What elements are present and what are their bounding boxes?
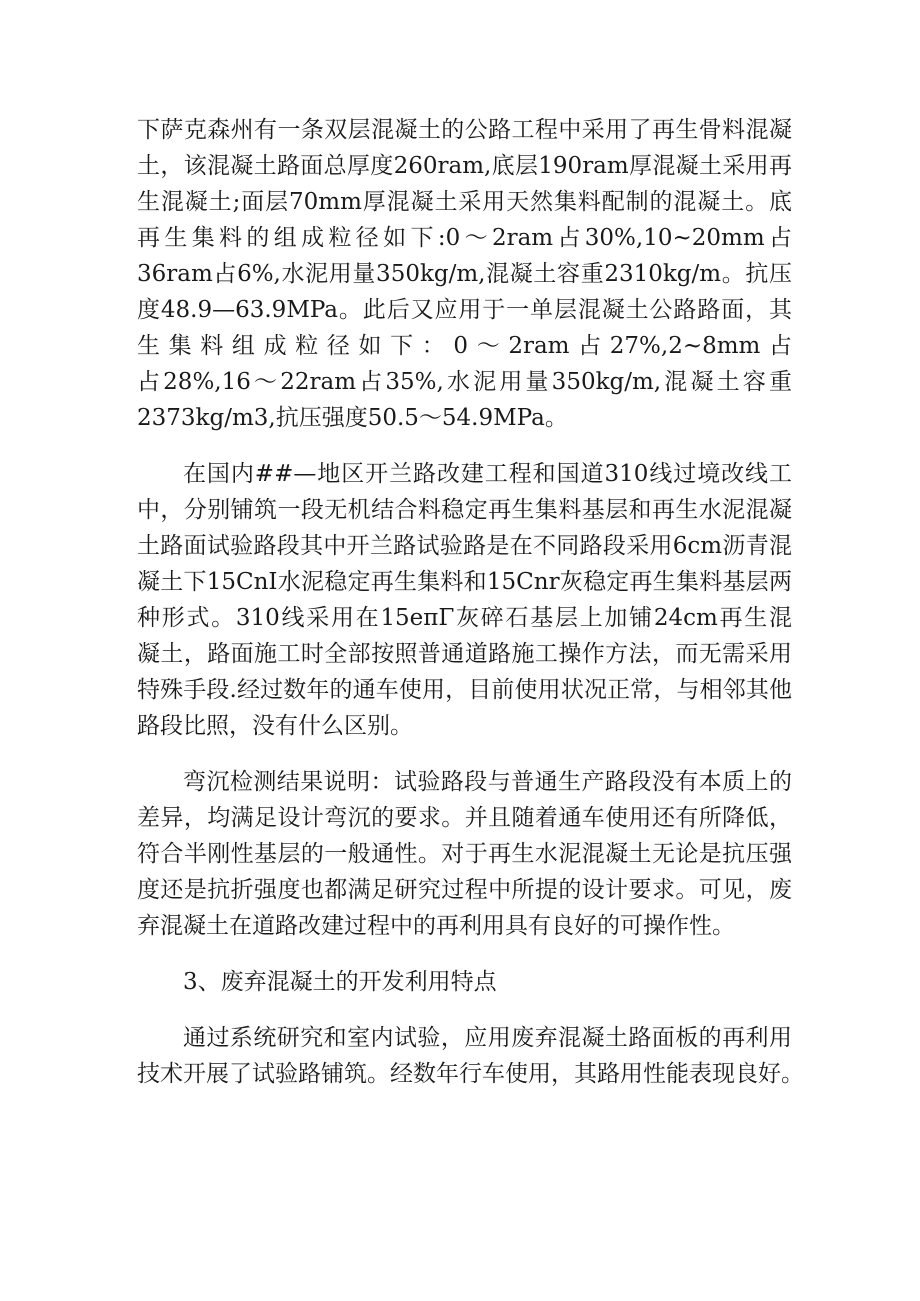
text-line: 种形式。310线采用在15eπΓ灰碎石基层上加铺24cm再生混 xyxy=(137,605,792,631)
paragraph-gap xyxy=(137,436,792,456)
text-line: 弃混凝土在道路改建过程中的再利用具有良好的可操作性。 xyxy=(137,913,735,939)
text-line: 再生集料的组成粒径如下:0～2ram占30%,10~20mm占 xyxy=(137,225,792,251)
paragraph-recycled-concrete-germany xyxy=(137,112,792,436)
text-line: 占28%,16～22ram占35%,水泥用量350kg/m,混凝土容重 xyxy=(137,369,792,395)
paragraph-gap xyxy=(137,944,792,964)
text-line: 路段比照，没有什么区别。 xyxy=(137,713,413,739)
text-line: 通过系统研究和室内试验，应用废弃混凝土路面板的再利用 xyxy=(183,1025,792,1051)
text-line: 在国内##—地区开兰路改建工程和国道310线过境改线工 xyxy=(183,461,792,487)
paragraph-development-features xyxy=(137,1020,804,1092)
text-line: 度48.9—63.9MPa。此后又应用于一单层混凝土公路路面，其 xyxy=(137,297,792,323)
paragraph-gap xyxy=(137,744,792,764)
text-line: 生混凝土;面层70mm厚混凝土采用天然集料配制的混凝土。底 xyxy=(137,189,792,215)
paragraph-domestic-trial-roads xyxy=(137,456,792,744)
text-line: 符合半刚性基层的一般通性。对于再生水泥混凝土无论是抗压强 xyxy=(137,841,792,867)
text-line: 生集料组成粒径如下：0～2ram占27%,2~8mm占 xyxy=(137,333,792,359)
text-line: 度还是抗折强度也都满足研究过程中所提的设计要求。可见，废 xyxy=(137,877,792,903)
text-line: 土路面试验路段其中开兰路试验路是在不同路段采用6cm沥青混 xyxy=(137,533,792,559)
text-line: 凝土，路面施工时全部按照普通道路施工操作方法，而无需采用 xyxy=(137,641,792,667)
section-heading-text: 3、废弃混凝土的开发利用特点 xyxy=(183,969,497,995)
paragraph-gap xyxy=(137,1000,792,1020)
text-line: 中，分别铺筑一段无机结合料稳定再生集料基层和再生水泥混凝 xyxy=(137,497,792,523)
document-body xyxy=(137,112,804,1092)
text-line: 土，该混凝土路面总厚度260ram,底层190ram厚混凝土采用再 xyxy=(137,153,792,179)
section-heading xyxy=(137,964,792,1000)
text-line: 技术开展了试验路铺筑。经数年行车使用，其路用性能表现良好。 xyxy=(137,1061,804,1087)
paragraph-deflection-results xyxy=(137,764,792,944)
text-line: 特殊手段.经过数年的通车使用，目前使用状况正常，与相邻其他 xyxy=(137,677,792,703)
text-line: 弯沉检测结果说明：试验路段与普通生产路段没有本质上的 xyxy=(183,769,792,795)
text-line: 36ram占6%,水泥用量350kg/m,混凝土容重2310kg/m。抗压 xyxy=(137,261,792,287)
text-line: 差异，均满足设计弯沉的要求。并且随着通车使用还有所降低， xyxy=(137,805,792,831)
text-line: 凝土下15CnI水泥稳定再生集料和15Cnr灰稳定再生集料基层两 xyxy=(137,569,792,595)
text-line: 下萨克森州有一条双层混凝土的公路工程中采用了再生骨料混凝 xyxy=(137,117,792,143)
text-line: 2373kg/m3,抗压强度50.5～54.9MPa。 xyxy=(137,405,568,431)
